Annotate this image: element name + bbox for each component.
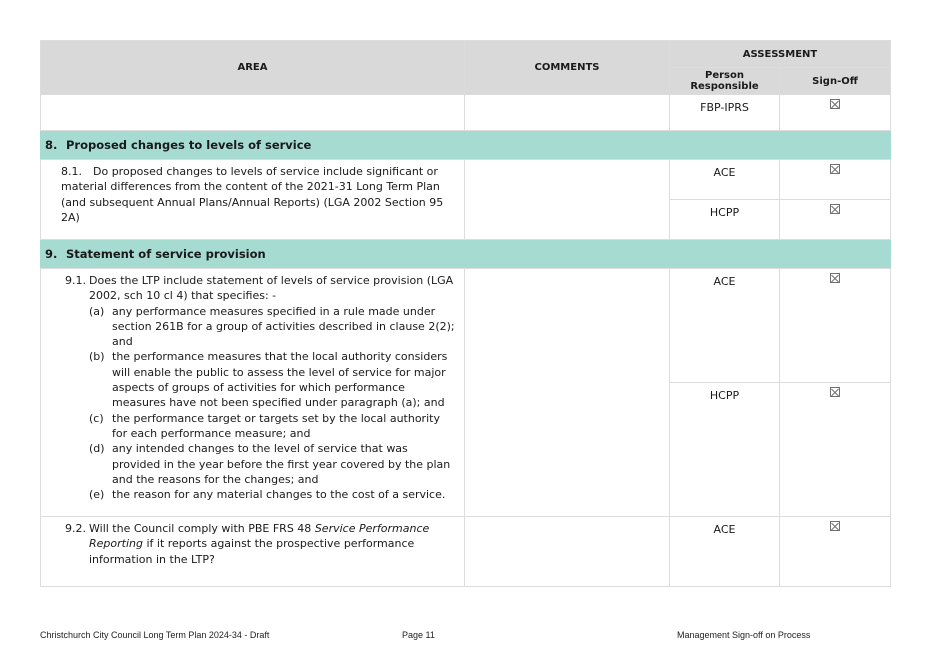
person-responsible: ACE (670, 517, 780, 587)
person-responsible: FBP-IPRS (670, 95, 780, 131)
footer-page-number: Page 11 (402, 630, 435, 640)
sign-off-cell[interactable] (780, 383, 891, 517)
sign-off-cell[interactable] (780, 517, 891, 587)
question-8-1 (41, 160, 465, 240)
person-responsible: ACE (670, 269, 780, 383)
header-comments: COMMENTS (465, 41, 670, 95)
header-assessment: ASSESSMENT (670, 41, 891, 68)
question-number: 9.2. (65, 522, 86, 535)
comments-cell[interactable] (465, 517, 670, 587)
section-row (41, 240, 891, 269)
question-text: Do proposed changes to levels of service include significant or material differences from the content of the 2021-31 Long Term Plan (and subsequent Annual Plans/Annual Reports) (LGA 2002 Section 95 2A) (61, 165, 444, 224)
sign-off-cell[interactable] (780, 269, 891, 383)
checked-box-icon[interactable] (830, 99, 840, 109)
question-text: Does the LTP include statement of levels of service provision (LGA 2002, sch 10 cl 4) that specifies: - (89, 274, 454, 303)
subitem-d: (d) any intended changes to the level of service that was provided in the year before the first year covered by the plan and the reasons for the changes; and (89, 442, 451, 486)
person-responsible: HCPP (670, 383, 780, 517)
section-title: Statement of service provision (66, 247, 266, 261)
comments-cell[interactable] (465, 160, 670, 240)
subitem-b: (b) the performance measures that the local authority considers will enable the public to assess the level of service for major aspects of groups of activities for which performance measures have not been specified under paragraph (a); and (89, 350, 448, 410)
area-cell (41, 95, 465, 131)
management-signoff-table (40, 40, 891, 587)
subitem-c: (c) the performance target or targets set by the local authority for each performance measure; and (89, 411, 440, 440)
sign-off-cell[interactable] (780, 160, 891, 200)
table-row (41, 269, 891, 383)
header-sign-off: Sign-Off (780, 68, 891, 95)
table-row (41, 95, 891, 131)
checked-box-icon[interactable] (830, 164, 840, 174)
question-text: Will the Council comply with PBE FRS 48 Service Performance Reporting if it reports against the prospective performance information in the LTP? (89, 522, 430, 566)
question-9-2 (41, 517, 465, 587)
checked-box-icon[interactable] (830, 204, 840, 214)
question-number: 8.1. (61, 165, 82, 178)
person-responsible: HCPP (670, 200, 780, 240)
checked-box-icon[interactable] (830, 273, 840, 283)
checked-box-icon[interactable] (830, 387, 840, 397)
section-heading-8 (41, 131, 891, 160)
checked-box-icon[interactable] (830, 521, 840, 531)
comments-cell[interactable] (465, 95, 670, 131)
sign-off-cell[interactable] (780, 95, 891, 131)
question-9-1 (41, 269, 465, 517)
header-person-responsible: Person Responsible (670, 68, 780, 95)
section-number: 8. (45, 138, 58, 152)
table-row (41, 517, 891, 587)
person-responsible: ACE (670, 160, 780, 200)
table-row (41, 160, 891, 200)
question-number: 9.1. (65, 274, 86, 287)
header-area: AREA (41, 41, 465, 95)
section-heading-9 (41, 240, 891, 269)
footer-document-title: Christchurch City Council Long Term Plan 2024-34 - Draft (40, 630, 270, 640)
footer-section-title: Management Sign-off on Process (677, 630, 811, 640)
subitem-e: (e) the reason for any material changes to the cost of a service. (89, 488, 446, 502)
sign-off-cell[interactable] (780, 200, 891, 240)
section-row (41, 131, 891, 160)
subitem-a: (a) any performance measures specified in a rule made under section 261B for a group of activities described in clause 2(2); and (89, 304, 455, 349)
comments-cell[interactable] (465, 269, 670, 517)
section-number: 9. (45, 247, 58, 261)
section-title: Proposed changes to levels of service (66, 138, 312, 152)
